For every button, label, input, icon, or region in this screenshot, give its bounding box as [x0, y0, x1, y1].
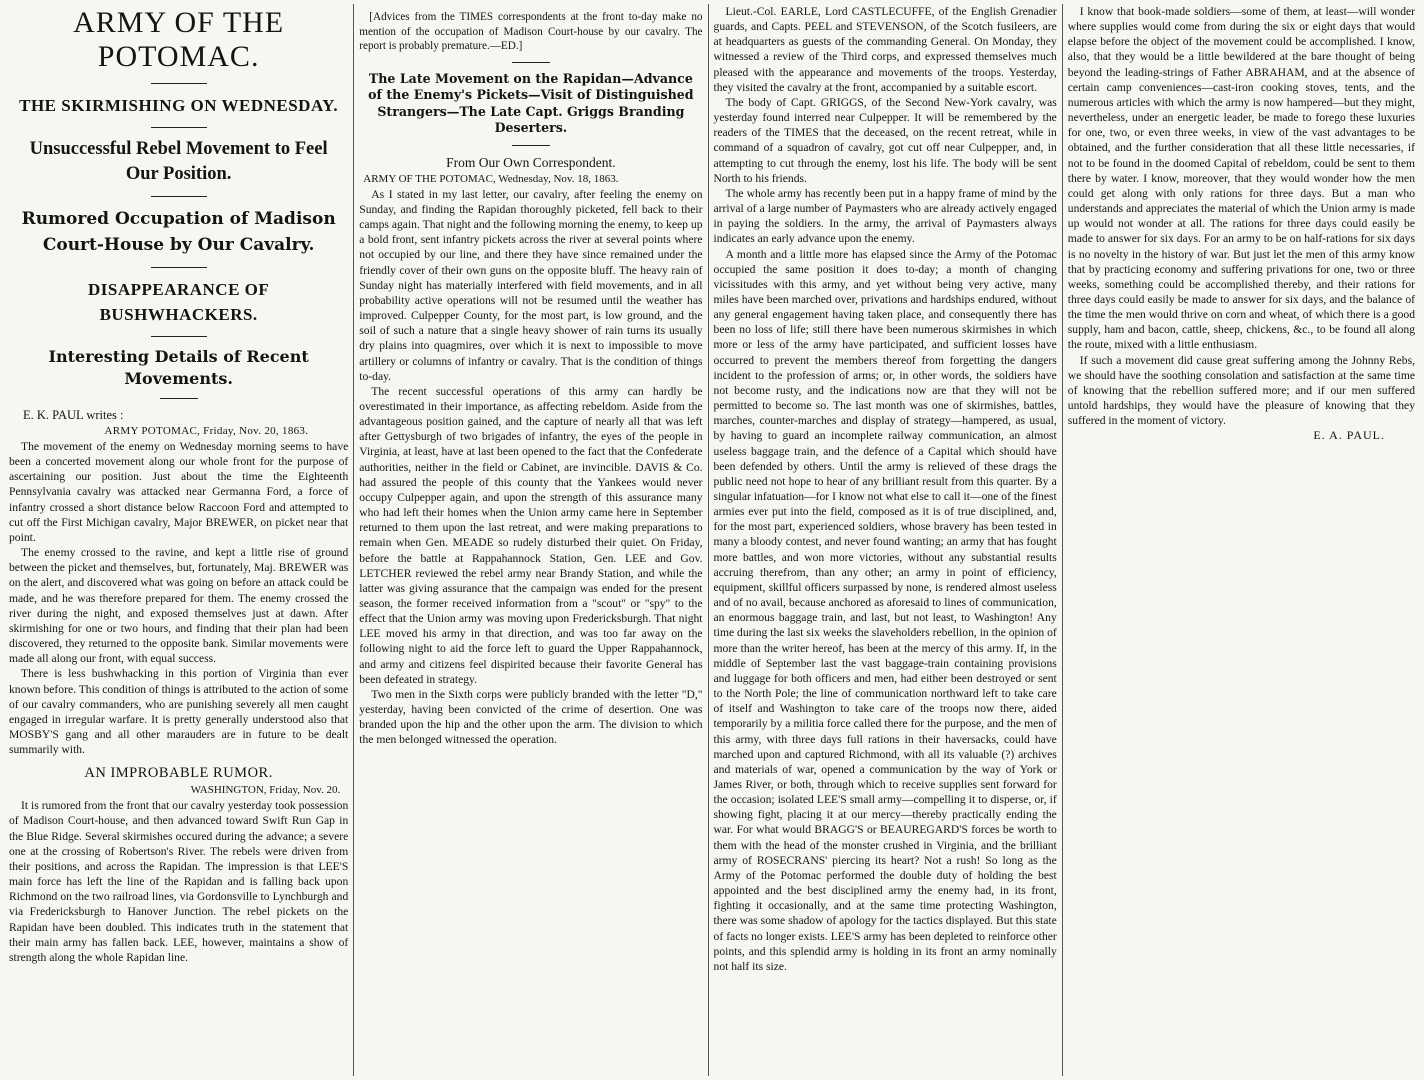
dateline: WASHINGTON, Friday, Nov. 20. — [190, 784, 341, 797]
headline-divider — [151, 127, 207, 128]
article-paragraph: The body of Capt. GRIGGS, of the Second New-York cavalry, was yesterday found interred near Culpepper. It will be remembered by the readers of the TIMES that the deceased, on the recent retreat, while in command of a squadron of cavalry, got cut off near Culpepper, and, in attempting to cut through the enemy, lost his life. The body will be sent North to his friends. — [713, 95, 1057, 185]
subheadline-bushwhackers: DISAPPEARANCE OF BUSHWHACKERS. — [87, 280, 270, 324]
article-paragraph: The whole army has recently been put in a happy frame of mind by the arrival of a large number of Paymasters who are already actively engaged in paying the soldiers. In the army, the arrival of Paymasters always indicates an early advance upon the enemy. — [713, 186, 1057, 246]
headline-divider — [151, 336, 207, 337]
article-paragraph: If such a movement did cause great suffering among the Johnny Rebs, we should have the soothing consolation and satisfaction at the same time of knowing that the rebellion suffered more; and if our men suffered untold hardships, they would have the pleasure of knowing that they suffered in the moment of victory. — [1067, 353, 1415, 428]
editor-note: [Advices from the TIMES correspondents at the front to-day make no mention of the occupation of Madison Court-house by our cavalry. The report is probably premature.—ED.] — [359, 11, 703, 53]
dateline: ARMY OF THE POTOMAC, Wednesday, Nov. 18, 1863. — [363, 172, 619, 185]
headline-divider — [151, 267, 207, 268]
main-headline: ARMY OF THE POTOMAC. — [73, 6, 285, 73]
article-paragraph: As I stated in my last letter, our cavalry, after feeling the enemy on Sunday, and finding the Rapidan thoroughly picketed, fell back to their camps again. That night and the following morning the enemy, to keep up a bold front, sent infantry pickets across the river at several points where not occupied by our line, and there they have since remained under the friendly cover of their own guns on the opposite bluff. The heavy rain of Sunday night has materially interfered with field movements, and in all probability active operations will not be resumed until the weather has improved. Culpepper County, for the most part, is low ground, and the soil of such a nature that a single heavy shower of rain turns its usually dry plains into quagmires, over which it is next to impossible to move artillery or columns of infantry or cavalry. That is the condition of things to-day. — [359, 187, 703, 383]
column-3 — [709, 4, 1062, 1080]
column-4 — [1063, 4, 1420, 1080]
article-paragraph: A month and a little more has elapsed since the Army of the Potomac occupied the same position it does to-day; a month of changing vicissitudes with this army, and yet without being very active, many miles have been marched over, privations and hardships endured, without any general engagement having taken place, and consequently there has been no loss of life; still there have been numerous skirmishes in which more or less of the army have participated, and sufficient losses have occurred to prevent the members thereof from forgetting the dangers incident to the profession of arms; or, in other words, the soldiers have not become rusty, and the indications now are that they will not be permitted to become so. The last month was one of skirmishes, battles, marches, counter-marches and display of strategy—hampered, as usual, by having to guard an incomplete railway communication, an almost useless baggage train, and the defence of a Capital which should have been defended by others. Until the army is relieved of these drags the public need not hope to hear of any brilliant result from this quarter. By a singular infatuation—for I know not what else to call it—one of the finest armies ever put into the field, composed as it is of true disciplined, and, for the most part, experienced soldiers, whose bravery has been tested in many a bloody contest, and never found wanting; an army that has fought more battles, and won more victories, without any substantial results accruing therefrom, than any other; an army in point of efficiency, equipment, skillful officers surpassed by none, is rendered almost useless and of no avail, because anchored as aforesaid to lines of communication, an enormous baggage train, and last, but not least, to Washington! Any time during the last six weeks the slaveholders rebellion, in the opinion of more than the writer hereof, has been at the mercy of this army. If, in the middle of September last the vast baggage-train containing provisions and luggage for both officers and men, had either been destroyed or sent to the North Pole; the line of communication northward left to take care of itself and Washington to take care of the troops now there, aided temporarily by a militia force called there for the purpose, and the men of this army, with three days full rations in their haversacks, could have marched upon and captured Richmond, with all its valuable (?) archives and materials of war, opened a communication by the way of York or James River, or both, through which to receive supplies sent forward for the occasion; isolated LEE'S small army—compelling it to disperse, or, if showing fight, placing it at our mercy—thereby practically ending the war. For what would BRAGG'S or BEAUREGARD'S forces be worth to them with the head of the monster crushed in Virginia, and the brilliant army of ROSECRANS' piercing its heart? Not a rush! So long as the Army of the Potomac performed the double duty of holding the best appointed and the best disciplined army the enemy had, in its front, fighting it occasionally, and at the same time protecting Washington, there was some shadow of apology for the tactics displayed. But this state of facts no longer exists. LEE'S army has been depleted to reinforce other points, and this splendid army is holding in its front an army nominally not half its size. — [713, 247, 1057, 973]
article-paragraph: Two men in the Sixth corps were publicly branded with the letter "D," yesterday, having been convicted of the crime of desertion. One was branded upon the hip and the other upon the arm. The division to which the men belonged witnessed the operation. — [359, 687, 703, 747]
dateline: ARMY POTOMAC, Friday, Nov. 20, 1863. — [104, 425, 309, 437]
signoff: E. A. PAUL. — [1313, 428, 1385, 443]
article-paragraph: The movement of the enemy on Wednesday morning seems to have been a concerted movement along our whole front for the purpose of ascertaining our position. Just about the time the Eighteenth Pennsylvania cavalry was attacked near Germanna Ford, a force of infantry crossed a short distance below Raccoon Ford and attempted to cut off the First Michigan cavalry, Major BREWER, on picket near that point. — [9, 440, 349, 544]
section-divider — [512, 145, 550, 146]
subheadline-interesting-details: Interesting Details of Recent Movements. — [48, 347, 309, 388]
column-1 — [4, 4, 353, 1080]
article-paragraph: Lieut.-Col. EARLE, Lord CASTLECUFFE, of the English Grenadier guards, and Capts. PEEL and STEVENSON, of the Scotch fusileers, are at headquarters as guests of the commanding General. On Monday, they witnessed a review of the Third corps, and expressed themselves much pleased with the appearance and movements of the troops. Yesterday, they visited the cavalry at the front, accompanied by a suitable escort. — [713, 5, 1057, 94]
section-heading-rumor: AN IMPROBABLE RUMOR. — [84, 765, 273, 782]
article-paragraph: I know that book-made soldiers—some of them, at least—will wonder where supplies would come from during the six or eight days that would elapse before the object of the movement could be accomplished. I know, also, that they would be a little bewildered at the bare thought of being beyond the leading-strings of Father ABRAHAM, and at the absence of certain camp conveniences—cast-iron cooking stoves, tents, and the numerous articles with which the army is now hampered—but they might, nevertheless, under an energetic leader, be made to forego these luxuries for one, two, or even three weeks, in view of the vast advantages to be obtained, and the further consideration that all these little necessaries, if not to be found in the doomed Capital of rebeldom, could be sent to them there by water. I know, moreover, that they would wonder how the men could get along with only rations for three days. But a man who understands and appreciates the material of which the Union army is made up would not wonder at all. The rations for three days could easily be made to answer for six days. For an army to be on half-rations for six days is no novelty in the history of war. But just let the men of this army know that by practicing economy and suffering privations for one, two or three weeks, something could be accomplished thereby, and their rations for three days could easily be made to answer for six days, and the balance of the time the men would thrive on corn and wheat, of which there is a good supply, ham and bacon, cattle, sheep, chickens, &c., to be found all along the route, mixed with a little enthusiasm. — [1067, 5, 1415, 352]
byline: E. K. PAUL writes : — [23, 408, 124, 422]
section-heading-late-movement: The Late Movement on the Rapidan—Advance of the Enemy's Pickets—Visit of Distinguished Strangers—The Late Capt. Griggs Branding Deserters. — [368, 70, 694, 136]
article-paragraph: There is less bushwhacking in this portion of Virginia than ever known before. This condition of things is attributed to the action of some of our cavalry commanders, who are punishing severely all men caught engaged in irregular warfare. It is pretty generally understood also that MOSBY'S gang and all other marauders are in future to be dealt summarily with. — [9, 667, 349, 757]
article-paragraph: It is rumored from the front that our cavalry yesterday took possession of Madison Court-house, and then advanced toward Swift Run Gap in the Blue Ridge. Several skirmishes occured during the advance; a severe one at the crossing of Robertson's River. The rebels were driven from their positions, and across the Rapidan. The impression is that LEE'S main force has left the line of the Rapidan and is falling back upon Richmond on the two railroad lines, via Gordonsville to Lynchburgh and via Fredericksburgh to Hanover Junction. The rebel pickets on the Rapidan have been doubled. This indicates truth in the statement that their main army has fallen back. LEE, however, maintains a show of strength along the whole Rapidan line. — [9, 799, 349, 964]
subheadline-skirmishing: THE SKIRMISHING ON WEDNESDAY. — [19, 96, 339, 115]
article-paragraph: The recent successful operations of this army can hardly be overestimated in their importance, as affecting rebeldom. Aside from the advantageous position gained, and the capture of nearly all that was left after Gettysburgh of two brigades of infantry, the eyes of the people in Virginia, at least, have at last been opened to the fact that the Confederate authorities, neither in the field or Cabinet, are invincible. DAVIS & Co. had assured the people of this county that the Yankees would never occupy Culpepper again, and upon the strength of this assurance many who had left their homes when the Union army came here in September returned to them upon the last retreat, and were making preparations to remain when Gen. MEADE so rudely disturbed their quiet. On Friday, before the battle at Rappahannock Station, Gen. LEE and Gov. LETCHER reviewed the rebel army near Brandy Station, and while the latter was giving assurance that the campaign was ended for the present season, the former received information from a "scout" or "spy" to the effect that the Union army was moving upon Fredericksburgh. That night LEE moved his army in that direction, and was too far away on the following night to aid the force left to guard the Upper Rappahannock, and army and citizens feel dispirited because their favorite General has been defeated in strategy. — [359, 384, 703, 686]
headline-divider — [151, 196, 207, 197]
subheadline-rebel-movement: Unsuccessful Rebel Movement to Feel Our Position. — [29, 139, 328, 184]
correspondent-line: From Our Own Correspondent. — [446, 154, 616, 170]
section-divider — [512, 62, 550, 63]
headline-divider — [151, 83, 207, 84]
column-2 — [354, 4, 707, 1080]
article-paragraph: The enemy crossed to the ravine, and kept a little rise of ground between the picket and themselves, but, fortunately, Maj. BREWER was on the alert, and discovered what was going on before an attack could be made, and he was therefore prepared for them. The enemy crossed the river during the night, and exposed themselves just at dawn. After skirmishing for one or two hours, and finding that their plan had been discovered, they returned to the opposite bank. Similar movements were made all along our front, with equal success. — [9, 546, 349, 666]
subheadline-madison-courthouse: Rumored Occupation of Madison Court-House by Our Cavalry. — [21, 209, 336, 255]
headline-divider — [160, 398, 198, 399]
